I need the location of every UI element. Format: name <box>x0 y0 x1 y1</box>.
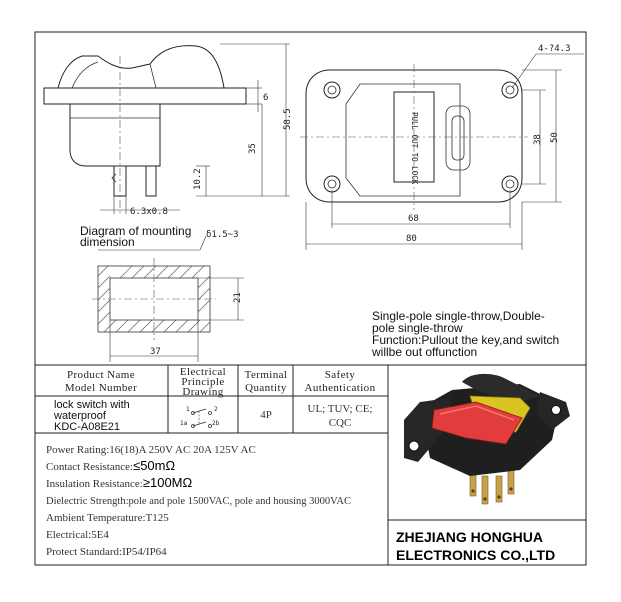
spec-contact <box>46 458 175 473</box>
pin-2b-label: 2b <box>212 420 220 427</box>
hdr-electrical: Electrical <box>179 366 227 378</box>
product-name-line1: lock switch with <box>54 399 130 411</box>
product-name-line2: waterproof <box>54 410 106 422</box>
side-flange <box>44 88 246 104</box>
spec-contact-value: ≤50mΩ <box>133 458 176 473</box>
dim-35: 35 <box>248 143 258 154</box>
hdr-terminal: Terminal <box>244 369 288 381</box>
spec-power: Power Rating:16(18)A 250V AC 20A 125V AC <box>46 444 256 456</box>
spec-ambient: Ambient Temperature:T125 <box>46 512 169 524</box>
hdr-product: Product Name <box>66 369 136 381</box>
desc-line3: Function:Pullout the key,and switch <box>372 333 560 347</box>
spec-dielectric: Dielectric Strength:pole and pole 1500VAC, pole and housing 3000VAC <box>46 496 351 507</box>
mounting-diagram <box>80 224 244 362</box>
pin-1-label: 1 <box>186 406 190 413</box>
safety-line1: UL; TUV; CE; <box>307 403 373 415</box>
dim-10-2: 10.2 <box>193 168 203 190</box>
product-photo <box>404 374 570 504</box>
spec-contact-label: Contact Resistance: <box>46 461 134 473</box>
dim-50: 50 <box>550 132 560 143</box>
dim-21: 21 <box>233 292 243 303</box>
mount-hole-tr <box>502 82 518 98</box>
spec-electrical: Electrical:5E4 <box>46 529 109 541</box>
side-terminal-right <box>146 166 156 196</box>
dim-68: 68 <box>408 214 419 224</box>
dim-holes: 4-?4.3 <box>538 44 571 54</box>
desc-line4: willbe out offunction <box>372 345 478 359</box>
key-slot-text: PULL OUT TO LOCK <box>410 112 419 185</box>
mounting-title-line1: Diagram of mounting <box>80 224 192 238</box>
side-rocker-inner <box>72 62 98 88</box>
switch-principle-symbol <box>180 406 220 428</box>
dim-37: 37 <box>150 347 161 357</box>
side-rocker-step <box>150 64 156 88</box>
top-view <box>300 44 584 250</box>
top-body <box>346 84 460 196</box>
company-name-line2: ELECTRONICS CO.,LTD <box>396 547 556 563</box>
company-name-line1: ZHEJIANG HONGHUA <box>396 529 544 545</box>
desc-line1: Single-pole single-throw,Double- <box>372 309 545 323</box>
hdr-model: Model Number <box>64 382 138 394</box>
dim-thickness: δ1.5~3 <box>206 230 239 240</box>
hdr-principle: Principle <box>181 376 225 388</box>
model-number: KDC-A08E21 <box>54 421 121 433</box>
hdr-drawing: Drawing <box>182 386 224 398</box>
safety-line2: CQC <box>328 417 352 429</box>
desc-line2: pole single-throw <box>372 321 463 335</box>
spec-insulation-value: ≥100MΩ <box>142 475 193 490</box>
side-view <box>44 44 293 217</box>
terminal-quantity: 4P <box>260 409 272 421</box>
description-block <box>371 309 559 359</box>
side-rocker-cap <box>58 46 224 88</box>
mount-hole-br <box>502 176 518 192</box>
hdr-quantity: Quantity <box>245 382 287 394</box>
pin-2-label: 2 <box>214 406 218 413</box>
spec-protect: Protect Standard:IP54/IP64 <box>46 546 167 558</box>
side-body <box>70 104 160 166</box>
spec-insulation-label: Insulation Resistance: <box>46 478 143 490</box>
hdr-authentication: Authentication <box>304 382 376 394</box>
dim-38: 38 <box>533 134 543 145</box>
spec-insulation <box>46 475 192 490</box>
mount-hole-bl <box>324 176 340 192</box>
hdr-safety: Safety <box>324 369 356 381</box>
dim-6-3: 6.3x0.8 <box>130 207 168 217</box>
dim-80: 80 <box>406 234 417 244</box>
dim-58-5: 58.5 <box>283 108 293 130</box>
dim-6: 6 <box>263 93 269 103</box>
pin-1a-label: 1a <box>180 420 188 427</box>
mounting-title-line2: dimension <box>80 235 135 249</box>
mount-hole-tl <box>324 82 340 98</box>
